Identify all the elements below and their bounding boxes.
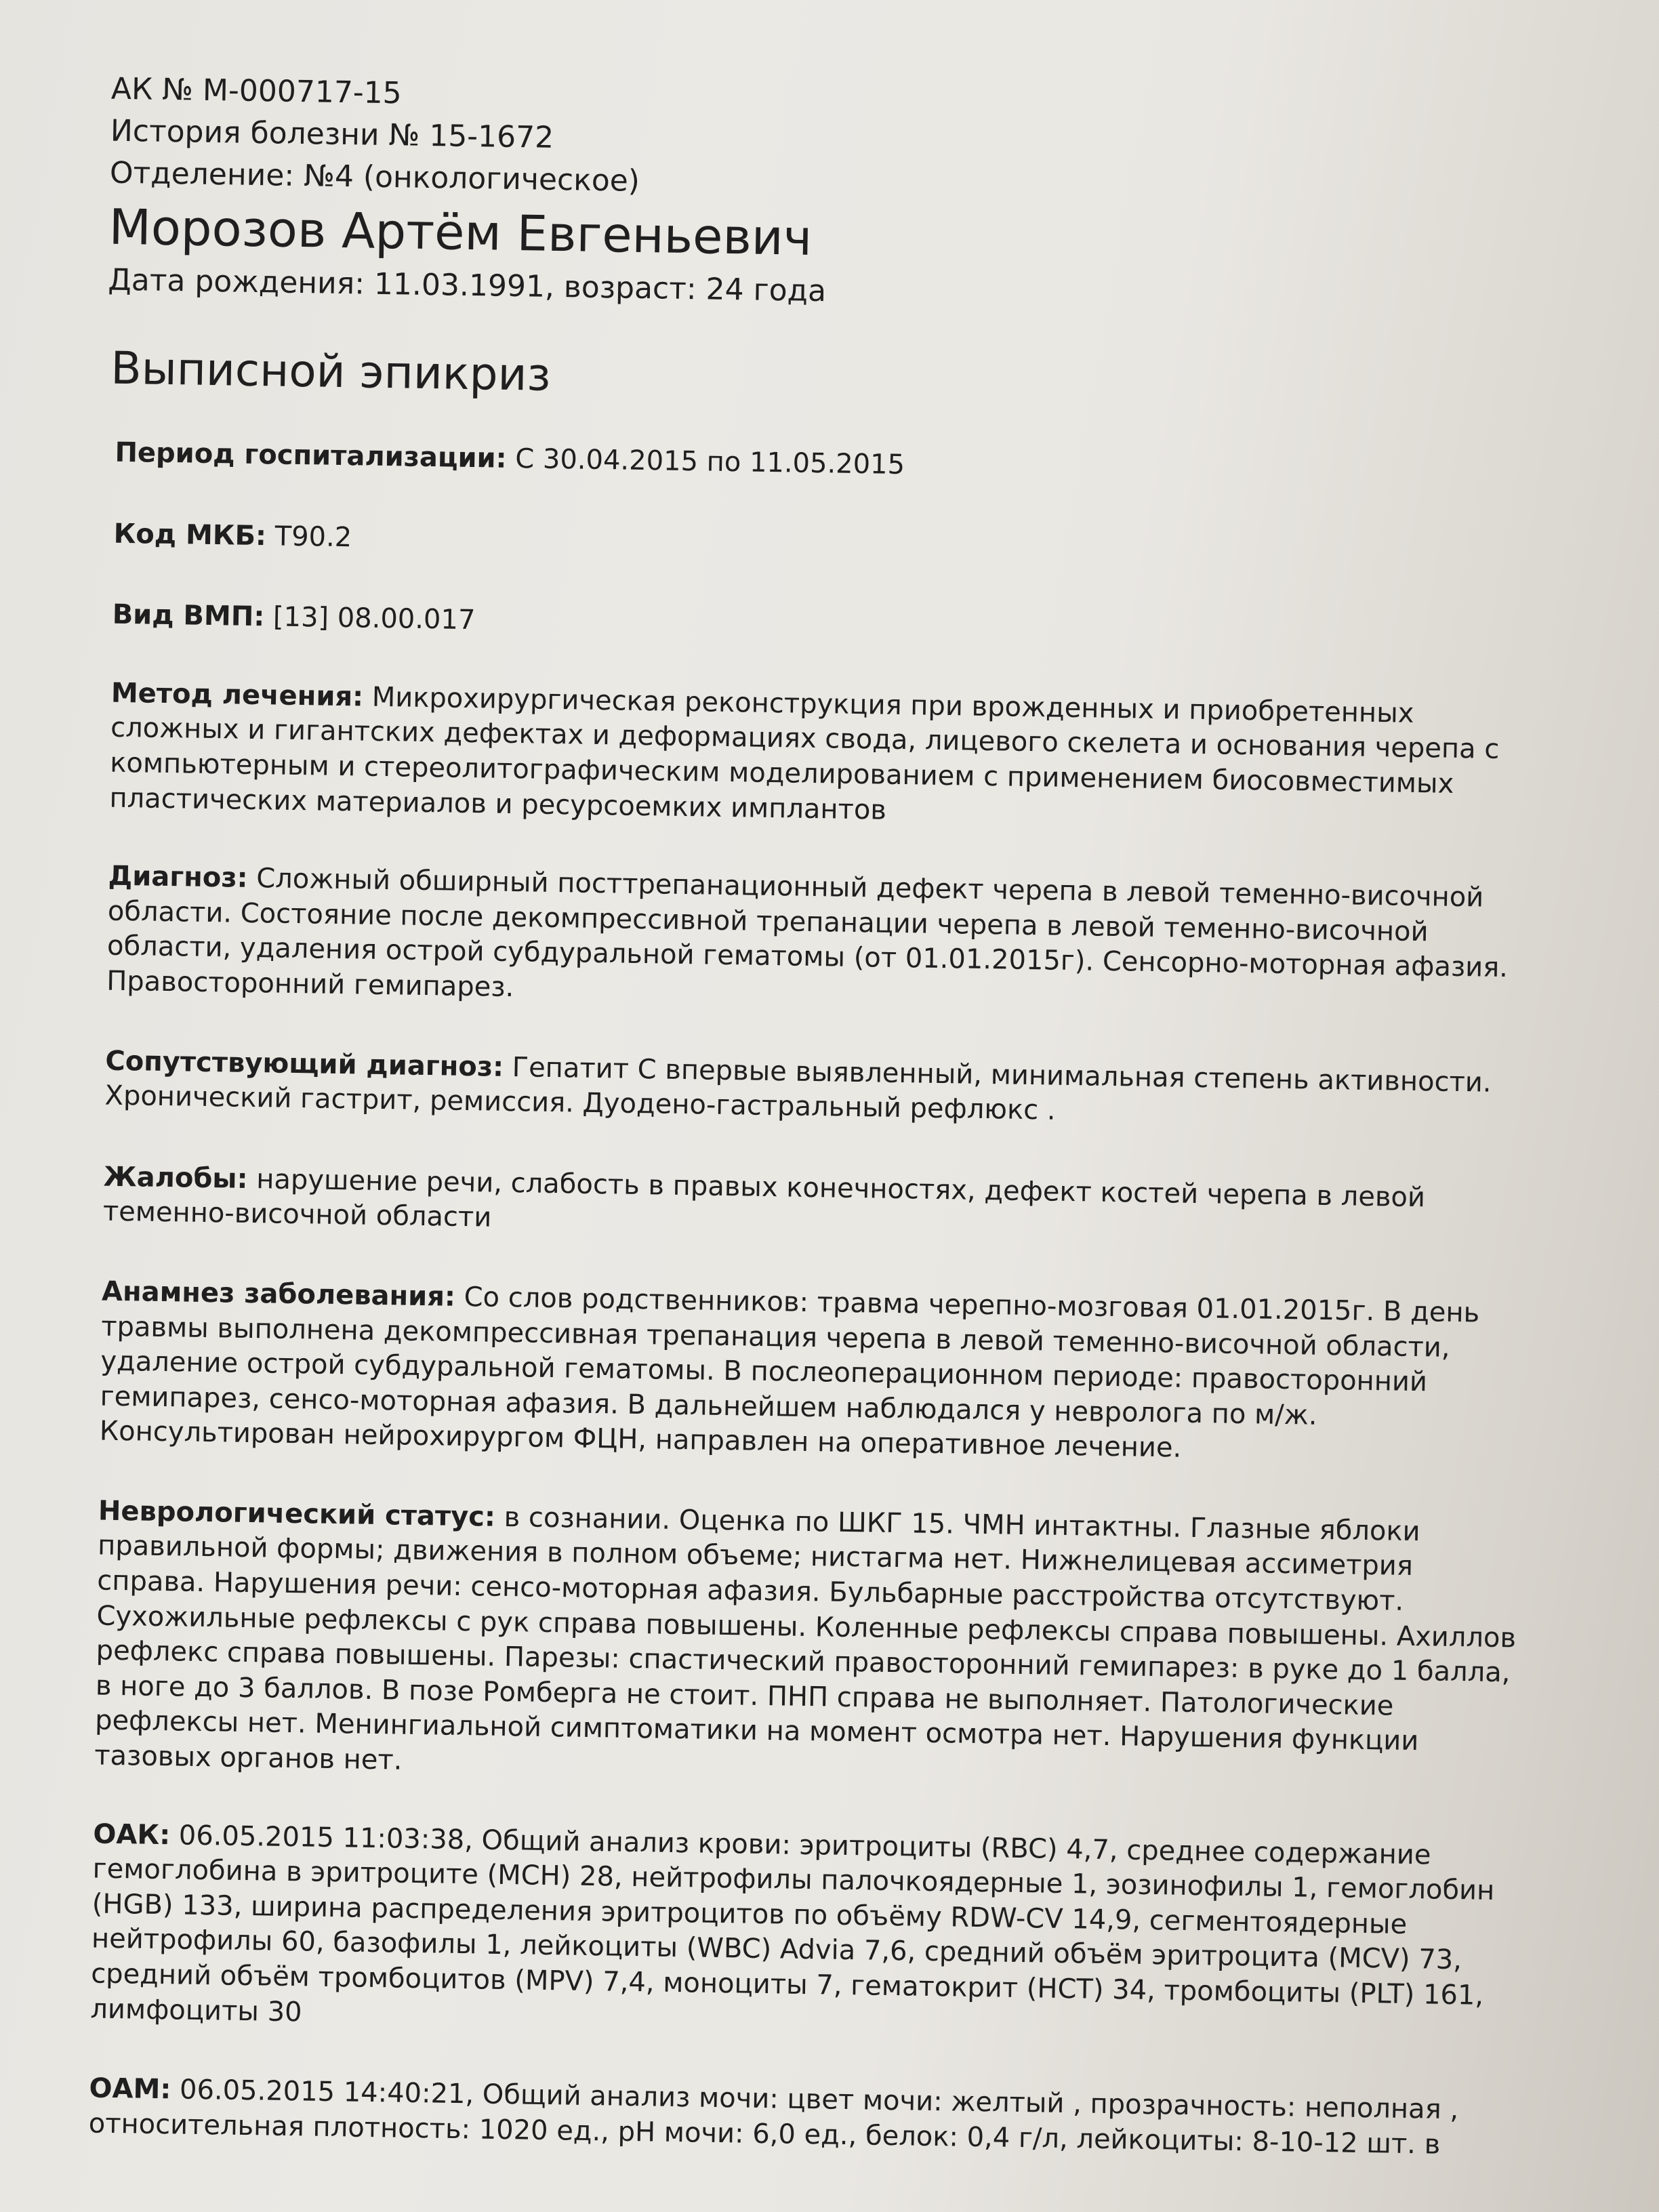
department: Отделение: №4 (онкологическое)	[109, 155, 640, 199]
section-text: T90.2	[274, 520, 352, 553]
section-label: Диагноз:	[108, 860, 248, 895]
section-text: Гепатит С впервые выявленный, минимальная степень активности. Хронический гастрит, ремиссия. Дуодено-гастральный рефлюкс .	[104, 1051, 1492, 1126]
section-label: ОАК:	[93, 1818, 171, 1851]
section-icd-code	[113, 516, 1544, 574]
section-label: ОАМ:	[89, 2072, 171, 2106]
section-text: С 30.04.2015 по 11.05.2015	[514, 443, 905, 481]
section-text: Микрохирургическая реконструкция при врожденных и приобретенных сложных и гигантских дефектах и деформациях свода, лицевого скелета и основания черепа с компьютерным и стереолитографическим моделированием с применением биосовместимых пластических материалов и ресурсоемких имплантов	[109, 681, 1500, 826]
section-label: Код МКБ:	[113, 518, 267, 552]
section-text: в сознании. Оценка по ШКГ 15. ЧМН интактны. Глазные яблоки правильной формы; движения в полном объеме; нистагма нет. Нижнелицевая ассиметрия справа. Нарушения речи: сенсо-моторная афазия. Бульбарные расстройства отсутствуют. Сухожильные рефлексы с рук справа повышены. Коленные рефлексы справа повышены. Ахиллов рефлекс справа повышены. Парезы: спастический правосторонний гемипарез: в руке до 1 балла, в ноге до 3 баллов. В позе Ромберга не стоит. ПНП справа не выполняет. Патологические рефлексы нет. Менингиальной симптоматики на момент осмотра нет. Нарушения функции тазовых органов нет.	[94, 1501, 1517, 1776]
document-title: Выписной эпикриз	[110, 342, 552, 401]
section-label: Неврологический статус:	[98, 1495, 496, 1533]
section-label: Анамнез заболевания:	[101, 1275, 456, 1313]
section-text: нарушение речи, слабость в правых конечностях, дефект костей черепа в левой теменно-височной области	[102, 1163, 1426, 1233]
section-urine-test	[88, 2072, 1519, 2164]
section-diagnosis	[106, 859, 1538, 1021]
section-complaints	[103, 1160, 1534, 1252]
section-text: 06.05.2015 14:40:21, Общий анализ мочи: цвет мочи: желтый , прозрачность: неполная , относительная плотность: 1020 ед., pH мочи: 6,0 ед., белок: 0,4 г/л, лейкоциты: 8-10-12 шт. в	[88, 2074, 1459, 2160]
section-text: Сложный обширный посттрепанационный дефект черепа в левой теменно-височной области. Состояние после декомпрессивной трепанации черепа в левой теменно-височной области, удаления острой субдуральной гематомы (от 01.01.2015г). Сенсорно-моторная афазия. Правосторонний гемипарез.	[106, 863, 1509, 1004]
ak-number: АК № М-000717-15	[110, 71, 403, 111]
section-label: Вид ВМП:	[112, 598, 265, 633]
document-header	[108, 68, 1195, 319]
section-concomitant-diagnosis	[104, 1044, 1535, 1136]
section-treatment-method	[109, 676, 1541, 838]
summary-sections	[88, 436, 1544, 2164]
section-label: Период госпитализации:	[115, 436, 507, 474]
section-neuro-status	[94, 1494, 1528, 1796]
section-anamnesis	[99, 1275, 1532, 1472]
section-label: Сопутствующий диагноз:	[105, 1045, 504, 1083]
birth-info: Дата рождения: 11.03.1991, возраст: 24 года	[108, 262, 827, 309]
section-blood-test	[90, 1817, 1523, 2049]
section-label: Жалобы:	[103, 1161, 248, 1195]
section-text: Со слов родственников: травма черепно-мозговая 01.01.2015г. В день травмы выполнена декомпрессивная трепанация черепа в левой теменно-височной области, удаление острой субдуральной гематомы. В послеоперационном периоде: правосторонний гемипарез, сенсо-моторная афазия. В дальнейшем наблюдался у невролога по м/ж. Консультирован нейрохирургом ФЦН, направлен на оперативное лечение.	[99, 1281, 1480, 1464]
section-vmp-type	[112, 598, 1542, 655]
section-text: [13] 08.00.017	[272, 601, 476, 636]
section-label: Метод лечения:	[110, 677, 364, 713]
section-text: 06.05.2015 11:03:38, Общий анализ крови: эритроциты (RBC) 4,7, среднее содержание гемоглобина в эритроците (MCH) 28, нейтрофилы палочкоядерные 1, эозинофилы 1, гемоглобин (HGB) 133, ширина распределения эритроцитов по объёму RDW-CV 14,9, сегментоядерные нейтрофилы 60, базофилы 1, лейкоциты (WBC) Advia 7,6, средний объём эритроцита (MCV) 73, средний объём тромбоцитов (MPV) 7,4, моноциты 7, гематокрит (HCT) 34, тромбоциты (PLT) 161, лимфоциты 30	[90, 1820, 1495, 2028]
case-history-number: История болезни № 15-1672	[110, 113, 554, 155]
patient-name: Морозов Артём Евгеньевич	[108, 198, 813, 266]
section-hospitalization	[115, 436, 1545, 493]
